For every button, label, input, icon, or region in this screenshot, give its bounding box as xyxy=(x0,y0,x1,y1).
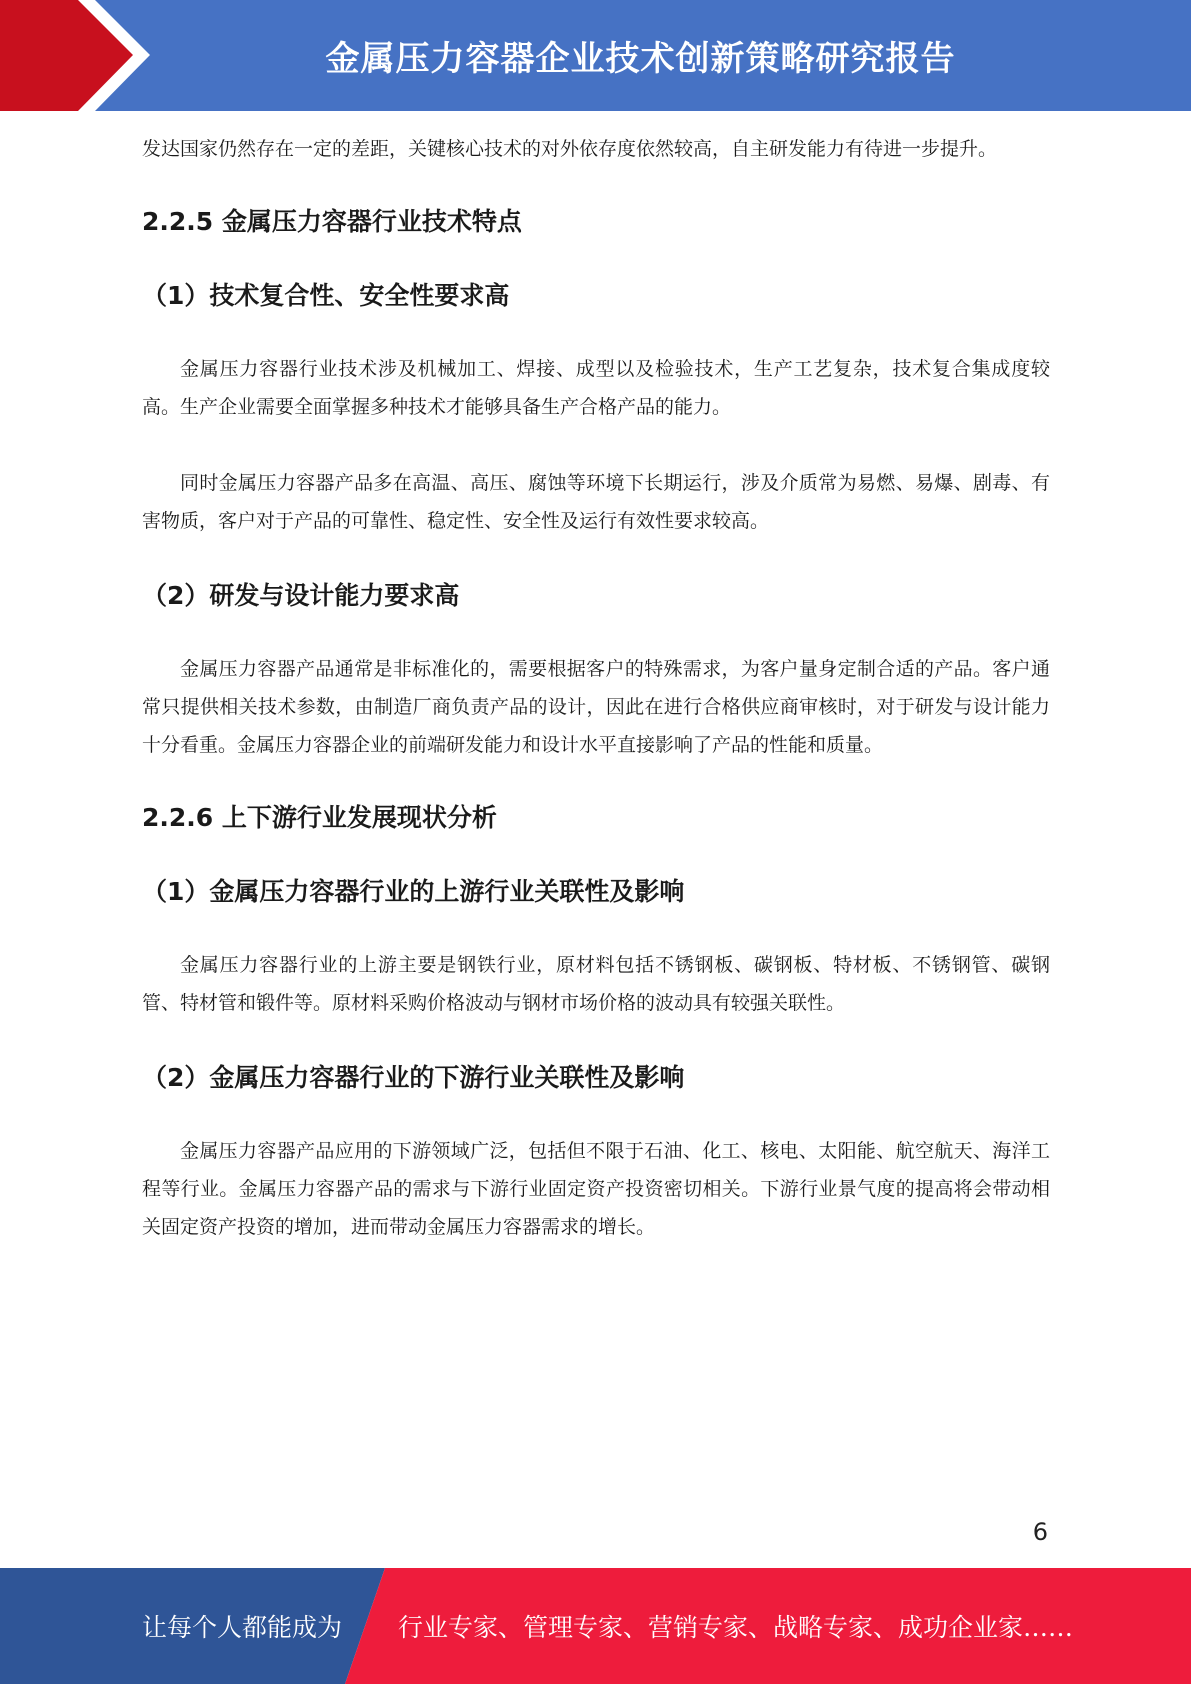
subsection-heading-upstream: （1）金属压力容器行业的上游行业关联性及影响 xyxy=(142,877,685,906)
paragraph-downstream: 金属压力容器产品应用的下游领域广泛，包括但不限于石油、化工、核电、太阳能、航空航天、海洋工程等行业。金属压力容器产品的需求与下游行业固定资产投资密切相关。下游行业景气度的提高将会带动相关固定资产投资的增加，进而带动金属压力容器需求的增长。 xyxy=(142,1140,1050,1238)
footer-slogan-right: 行业专家、管理专家、营销专家、战略专家、成功企业家…… xyxy=(398,1613,1074,1642)
subsection-heading-rd-design: （2）研发与设计能力要求高 xyxy=(142,581,460,610)
paragraph-rd-design: 金属压力容器产品通常是非标准化的，需要根据客户的特殊需求，为客户量身定制合适的产品。客户通常只提供相关技术参数，由制造厂商负责产品的设计，因此在进行合格供应商审核时，对于研发与设计能力十分看重。金属压力容器企业的前端研发能力和设计水平直接影响了产品的性能和质量。 xyxy=(142,658,1050,756)
section-heading-2-2-5: 2.2.5 金属压力容器行业技术特点 xyxy=(142,207,522,236)
page-number: 6 xyxy=(1032,1518,1048,1546)
section-heading-2-2-6: 2.2.6 上下游行业发展现状分析 xyxy=(142,803,497,832)
paragraph-intro: 发达国家仍然存在一定的差距，关键核心技术的对外依存度依然较高，自主研发能力有待进一步提升。 xyxy=(142,138,998,160)
header-arrow-decoration xyxy=(0,0,150,111)
paragraph-tech-complexity-1: 金属压力容器行业技术涉及机械加工、焊接、成型以及检验技术，生产工艺复杂，技术复合集成度较高。生产企业需要全面掌握多种技术才能够具备生产合格产品的能力。 xyxy=(142,358,1050,418)
paragraph-tech-complexity-2: 同时金属压力容器产品多在高温、高压、腐蚀等环境下长期运行，涉及介质常为易燃、易爆、剧毒、有害物质，客户对于产品的可靠性、稳定性、安全性及运行有效性要求较高。 xyxy=(142,472,1050,532)
document-title: 金属压力容器企业技术创新策略研究报告 xyxy=(325,39,956,79)
footer-slogan-left: 让每个人都能成为 xyxy=(142,1613,343,1642)
paragraph-upstream: 金属压力容器行业的上游主要是钢铁行业，原材料包括不锈钢板、碳钢板、特材板、不锈钢管、碳钢管、特材管和锻件等。原材料采购价格波动与钢材市场价格的波动具有较强关联性。 xyxy=(142,954,1050,1014)
footer-banner xyxy=(0,1568,1191,1684)
document-body xyxy=(142,130,1050,1246)
subsection-heading-tech-complexity: （1）技术复合性、安全性要求高 xyxy=(142,281,510,310)
header-banner xyxy=(0,0,1191,111)
subsection-heading-downstream: （2）金属压力容器行业的下游行业关联性及影响 xyxy=(142,1063,685,1092)
